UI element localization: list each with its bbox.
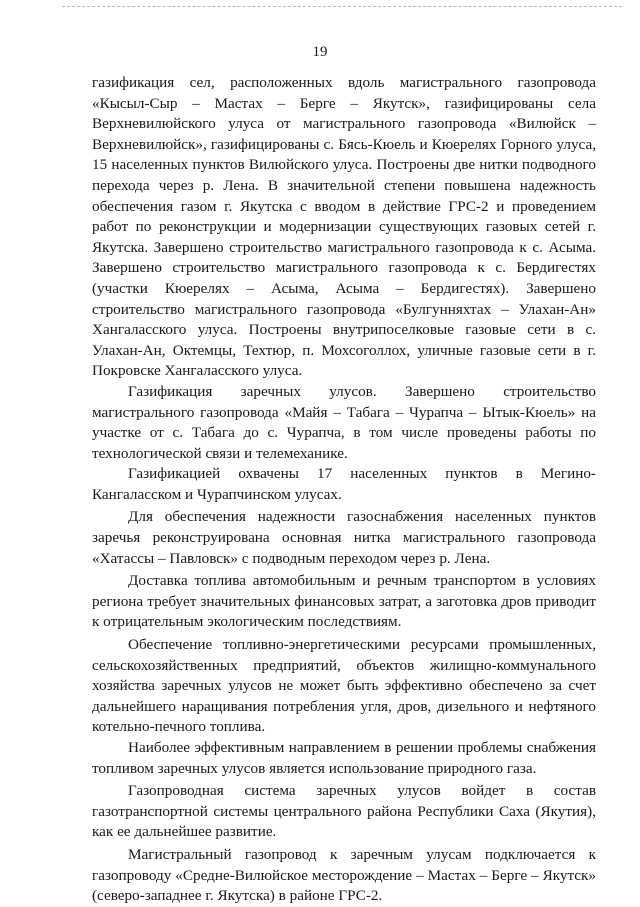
paragraph-transriver-gasification: Газификация заречных улусов. Завершено строительство магистрального газопровода «Майя – Табага – Чурапча – Ытык-Кюель» на участке от с. Табага до с. Чурапча, в том числе проведены работы по технологической связи и телемеханике.	[92, 382, 596, 462]
paragraph-gasification-settlements: газификация сел, расположенных вдоль магистрального газопровода «Кысыл-Сыр – Мастах – Берге – Якутск», газифицированы села Верхневилюйского улуса от магистрального газопровода «Вилюйск – Верхневилюйск», газифицированы с. Бясь-Кюель и Кюерелях Горного улуса, 15 населенных пунктов Вилюйского улуса. Построены две нитки подводного перехода через р. Лена. В значительной степени повышена надежность обеспечения газом г. Якутска с вводом в действие ГРС-2 и проведением работ по реконструкции и модернизации существующих газовых сетей г. Якутска. Завершено строительство магистрального газопровода к с. Асыма. Завершено строительство магистрального газопровода к с. Бердигестях (участки Кюерелях – Асыма, Асыма – Бердигестях). Завершено строительство магистрального газопровода «Булгунняхтах – Улахан-Ан» Хангаласского улуса. Построены внутрипоселковые газовые сети в с. Улахан-Ан, Октемцы, Техтюр, п. Мохсоголлох, уличные газовые сети в г. Покровске Хангаласского улуса.	[92, 74, 596, 380]
paragraph-reliability: Для обеспечения надежности газоснабжения населенных пунктов заречья реконструирована основная нитка магистрального газопровода «Хатассы – Павловск» с подводным переходом через р. Лена.	[92, 508, 596, 567]
paragraph-main-pipeline: Магистральный газопровод к заречным улусам подключается к газопроводу «Средне-Вилюйское месторождение – Мастах – Берге – Якутск» (северо-западнее г. Якутска) в районе ГРС-2.	[92, 845, 596, 905]
scan-artifact-line	[62, 6, 622, 7]
page-body	[92, 73, 596, 907]
paragraph-covered-settlements: Газификацией охвачены 17 населенных пунктов в Мегино-Кангаласском и Чурапчинском улусах.	[92, 465, 596, 503]
paragraph-energy-supply: Обеспечение топливно-энергетическими ресурсами промышленных, сельскохозяйственных предприятий, объектов жилищно-коммунального хозяйства заречных улусов не может быть эффективно обеспечено за счет дальнейшего наращивания потребления угля, дров, дизельного и нефтяного котельно-печного топлива.	[92, 636, 596, 736]
paragraph-fuel-delivery: Доставка топлива автомобильным и речным транспортом в условиях региона требует значительных финансовых затрат, а заготовка дров приводит к отрицательным экологическим последствиям.	[92, 572, 596, 631]
paragraph-natural-gas: Наиболее эффективным направлением в решении проблемы снабжения топливом заречных улусов является использование природного газа.	[92, 739, 596, 777]
page-number: 19	[312, 44, 328, 60]
paragraph-gas-system: Газопроводная система заречных улусов войдет в состав газотранспортной системы центрального района Республики Саха (Якутия), как ее дальнейшее развитие.	[92, 782, 596, 841]
